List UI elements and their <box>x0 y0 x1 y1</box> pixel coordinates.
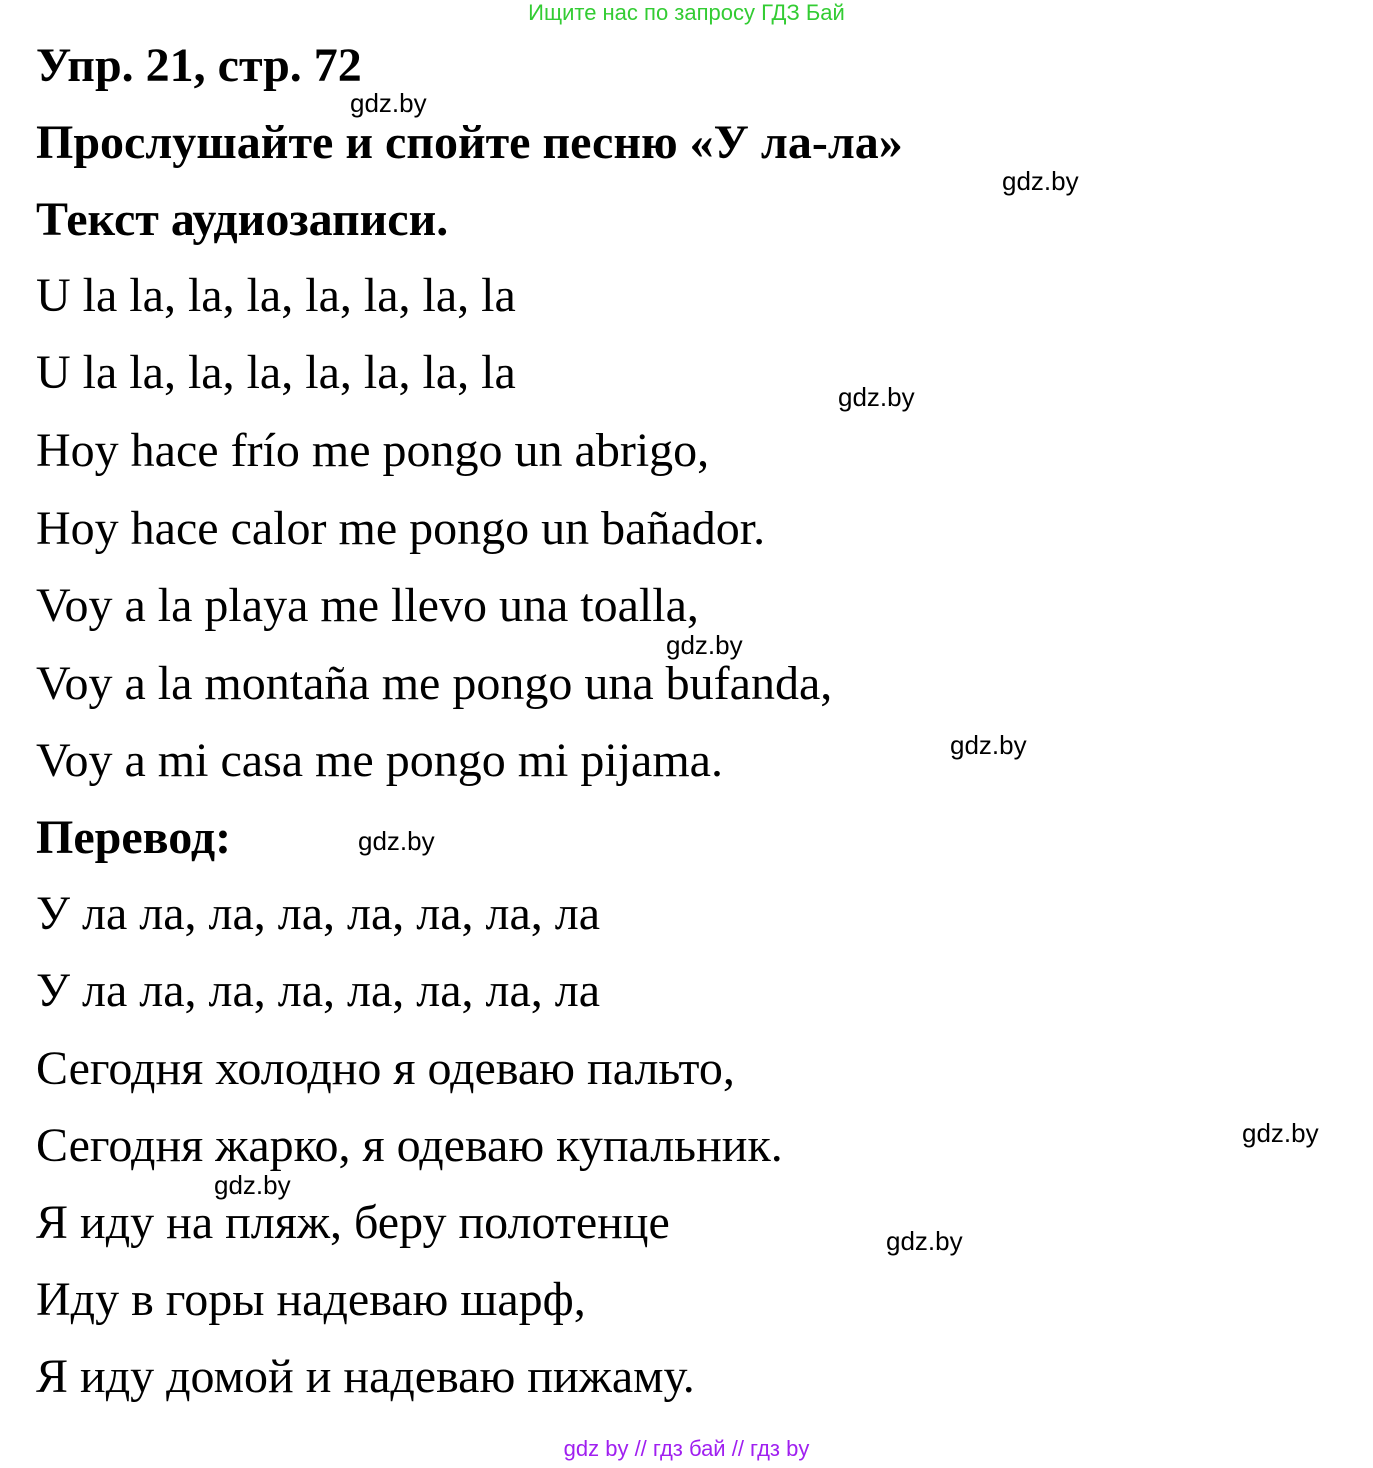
watermark: gdz.by <box>666 630 743 660</box>
watermark: gdz.by <box>1002 166 1079 196</box>
spanish-line: Hoy hace calor me pongo un bañador. <box>36 502 766 555</box>
spanish-line: Voy a la montaña me pongo una bufanda, <box>36 657 833 710</box>
watermark: gdz.by <box>214 1170 291 1200</box>
task-heading: Прослушайте и спойте песню «У ла-ла» <box>36 116 903 169</box>
russian-line: У ла ла, ла, ла, ла, ла, ла, ла <box>36 964 601 1017</box>
top-banner: Ищите нас по запросу ГДЗ Бай <box>528 0 845 25</box>
spanish-line: Voy a mi casa me pongo mi pijama. <box>36 734 723 787</box>
translation-heading: Перевод: <box>36 811 232 864</box>
spanish-line: Voy a la playa me llevo una toalla, <box>36 579 699 632</box>
russian-line: У ла ла, ла, ла, ла, ла, ла, ла <box>36 887 601 940</box>
russian-line: Сегодня холодно я одеваю пальто, <box>36 1042 735 1095</box>
bottom-banner: gdz by // гдз бай // гдз by <box>563 1436 810 1461</box>
watermark: gdz.by <box>358 826 435 856</box>
watermark: gdz.by <box>838 382 915 412</box>
watermark: gdz.by <box>350 88 427 118</box>
spanish-line: Hoy hace frío me pongo un abrigo, <box>36 424 710 477</box>
audio-text-heading: Текст аудиозаписи. <box>36 193 449 246</box>
watermark: gdz.by <box>950 730 1027 760</box>
spanish-line: U la la, la, la, la, la, la, la <box>36 269 516 322</box>
russian-line: Я иду домой и надеваю пижаму. <box>36 1350 695 1403</box>
watermark: gdz.by <box>886 1226 963 1256</box>
russian-line: Иду в горы надеваю шарф, <box>36 1273 586 1326</box>
watermark: gdz.by <box>1242 1118 1319 1148</box>
spanish-line: U la la, la, la, la, la, la, la <box>36 346 516 399</box>
russian-line: Сегодня жарко, я одеваю купальник. <box>36 1119 783 1172</box>
exercise-heading: Упр. 21, стр. 72 <box>36 39 362 92</box>
russian-line: Я иду на пляж, беру полотенце <box>36 1196 670 1249</box>
